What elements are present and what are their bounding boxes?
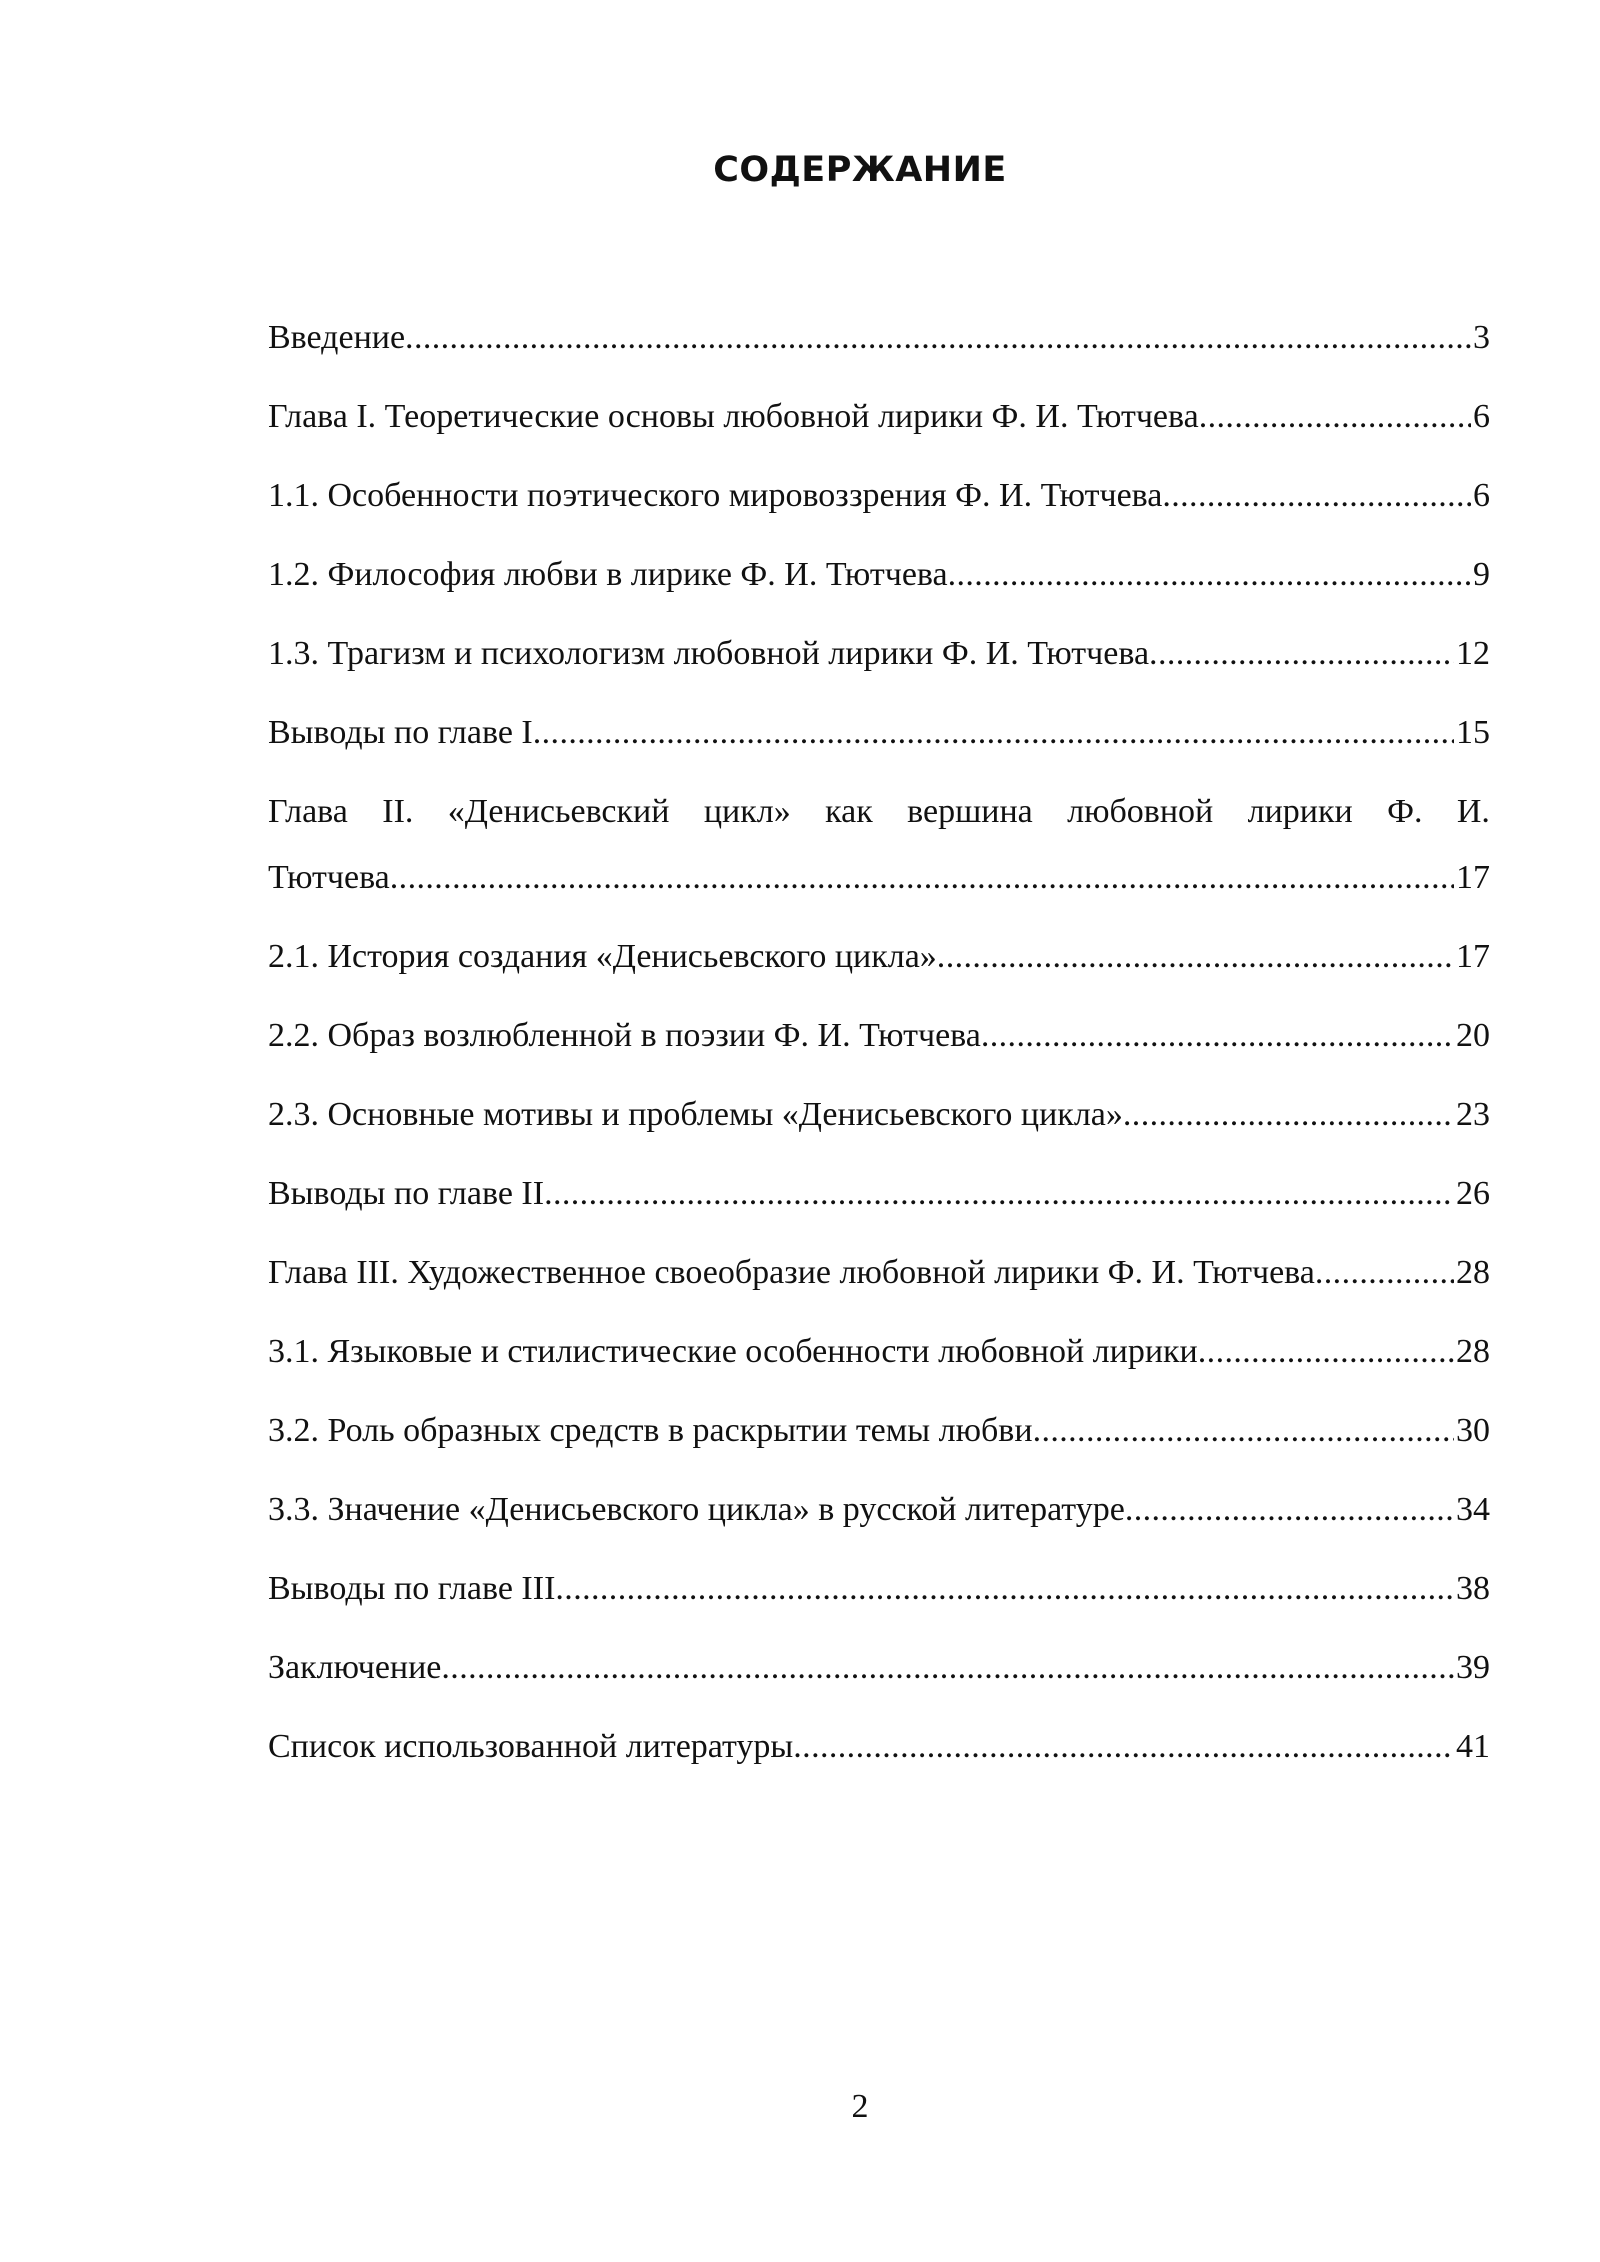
toc-entry-page: 41 [1456, 1728, 1490, 1765]
toc-word: как [825, 793, 873, 830]
toc-entry-label: 2.3. Основные мотивы и проблемы «Денисьевского цикла» [268, 1096, 1123, 1133]
table-of-contents [268, 316, 1490, 1804]
toc-entry-chapter-2 [268, 790, 1490, 900]
dot-leader [948, 553, 1471, 597]
toc-word: Ф. [1387, 793, 1423, 830]
dot-leader [1199, 395, 1471, 439]
toc-entry-page: 12 [1456, 635, 1490, 672]
toc-entry-label: Выводы по главе I [268, 714, 533, 751]
toc-entry-label: 1.1. Особенности поэтического мировоззрения Ф. И. Тютчева [268, 477, 1163, 514]
toc-entry-page: 9 [1473, 556, 1490, 593]
dot-leader [533, 711, 1454, 755]
toc-entry-label: 1.3. Трагизм и психологизм любовной лирики Ф. И. Тютчева [268, 635, 1150, 672]
toc-entry-page: 34 [1456, 1491, 1490, 1528]
toc-word: «Денисьевский [447, 793, 670, 830]
toc-entry-label: 2.2. Образ возлюбленной в поэзии Ф. И. Тютчева [268, 1017, 981, 1054]
page-number: 2 [851, 2088, 869, 2125]
toc-entry-introduction [268, 316, 1490, 360]
toc-word: любовной [1067, 793, 1214, 830]
toc-entry-label: Выводы по главе II [268, 1175, 545, 1212]
toc-entry-chapter-1 [268, 395, 1490, 439]
toc-entry-page: 38 [1456, 1570, 1490, 1607]
toc-entry-section-2-2 [268, 1014, 1490, 1058]
toc-entry-label: 3.3. Значение «Денисьевского цикла» в русской литературе [268, 1491, 1125, 1528]
toc-entry-label: Заключение [268, 1649, 442, 1686]
toc-entry-page: 17 [1456, 938, 1490, 975]
toc-entry-label: 1.2. Философия любви в лирике Ф. И. Тютчева [268, 556, 948, 593]
toc-entry-label: 3.2. Роль образных средств в раскрытии темы любви [268, 1412, 1033, 1449]
toc-entry-section-3-2 [268, 1409, 1490, 1453]
toc-word: II. [382, 793, 414, 830]
toc-entry-label: Глава III. Художественное своеобразие любовной лирики Ф. И. Тютчева [268, 1254, 1315, 1291]
toc-entry-section-1-1 [268, 474, 1490, 518]
toc-entry-page: 23 [1456, 1096, 1490, 1133]
toc-entry-section-1-2 [268, 553, 1490, 597]
toc-entry-conclusion [268, 1646, 1490, 1690]
toc-entry-label: 3.1. Языковые и стилистические особенности любовной лирики [268, 1333, 1198, 1370]
toc-entry-page: 20 [1456, 1017, 1490, 1054]
toc-entry-page: 6 [1473, 477, 1490, 514]
dot-leader [405, 316, 1471, 360]
toc-word: лирики [1247, 793, 1353, 830]
dot-leader [1315, 1251, 1454, 1295]
toc-entry-page: 15 [1456, 714, 1490, 751]
dot-leader [390, 856, 1454, 900]
dot-leader [937, 935, 1454, 979]
toc-entry-page: 3 [1473, 319, 1490, 356]
dot-leader [1033, 1409, 1454, 1453]
toc-word: Глава [268, 793, 348, 830]
toc-entry-references [268, 1725, 1490, 1769]
toc-entry-page: 39 [1456, 1649, 1490, 1686]
toc-entry-page: 28 [1456, 1254, 1490, 1291]
toc-word: цикл» [703, 793, 791, 830]
dot-leader [1125, 1488, 1454, 1532]
toc-entry-page: 26 [1456, 1175, 1490, 1212]
toc-entry-conclusions-3 [268, 1567, 1490, 1611]
dot-leader [441, 1646, 1454, 1690]
toc-entry-page: 17 [1456, 859, 1490, 896]
toc-entry-label: 2.1. История создания «Денисьевского цикла» [268, 938, 937, 975]
toc-word: И. [1456, 793, 1490, 830]
dot-leader [1123, 1093, 1454, 1137]
toc-entry-conclusions-1 [268, 711, 1490, 755]
toc-entry-label-justified [268, 790, 1490, 834]
toc-entry-page: 30 [1456, 1412, 1490, 1449]
toc-entry-label: Глава I. Теоретические основы любовной лирики Ф. И. Тютчева [268, 398, 1199, 435]
toc-entry-page: 28 [1456, 1333, 1490, 1370]
toc-heading: СОДЕРЖАНИЕ [713, 150, 1007, 190]
dot-leader [544, 1172, 1454, 1216]
dot-leader [1162, 474, 1471, 518]
toc-entry-page: 6 [1473, 398, 1490, 435]
toc-entry-label: Введение [268, 319, 406, 356]
dot-leader [555, 1567, 1454, 1611]
toc-entry-section-2-1 [268, 935, 1490, 979]
toc-entry-label-continuation: Тютчева [268, 859, 390, 896]
dot-leader [1198, 1330, 1454, 1374]
dot-leader [981, 1014, 1454, 1058]
dot-leader [793, 1725, 1454, 1769]
toc-entry-conclusions-2 [268, 1172, 1490, 1216]
dot-leader [1149, 632, 1454, 676]
toc-entry-section-1-3 [268, 632, 1490, 676]
toc-entry-label: Выводы по главе III [268, 1570, 556, 1607]
toc-entry-section-3-3 [268, 1488, 1490, 1532]
toc-entry-label: Список использованной литературы [268, 1728, 794, 1765]
toc-entry-section-2-3 [268, 1093, 1490, 1137]
toc-word: вершина [907, 793, 1033, 830]
toc-entry-section-3-1 [268, 1330, 1490, 1374]
toc-entry-chapter-3 [268, 1251, 1490, 1295]
